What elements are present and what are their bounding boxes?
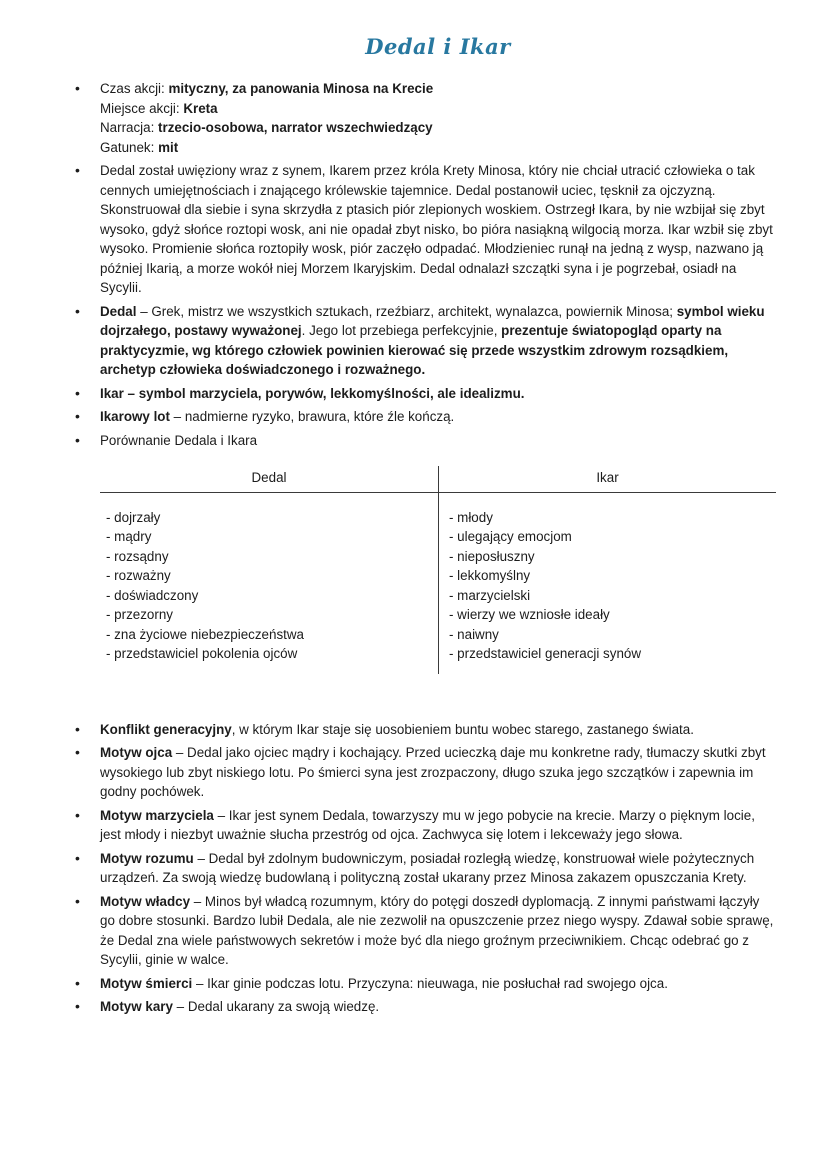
- table-row: - naiwny: [449, 626, 499, 642]
- table-row: - mądry: [106, 529, 152, 544]
- motyw-smierci-paragraph: • Motyw śmierci – Ikar ginie podczas lotu. Przyczyna: nieuwaga, nie posłuchał rad swojego ojca.: [100, 975, 668, 991]
- motyw-rozumu-paragraph: • Motyw rozumu – Dedal był zdolnym budowniczym, posiadał rozległą wiedzę, konstruował wiele pożytecznych urządzeń. Za swoją wiedzę budowlaną i polityczną został ukarany przez Minosa zakazem opuszczania Krety.: [100, 850, 755, 885]
- list-item-ikar-definition: [100, 384, 776, 404]
- table-header-ikar: Ikar: [439, 466, 776, 493]
- dedal-definition-paragraph: • Dedal – Grek, mistrz we wszystkich sztukach, rzeźbiarz, architekt, wynalazca, powiernik Minosa; symbol wieku dojrzałego, postawy wyważonej. Jego lot przebiega perfekcyjnie, prezentuje światopogląd oparty na praktycyzmie, wg którego człowiek powinien kierować się przede wszystkim zdrowym rozsądkiem, archetyp człowieka doświadczonego i rozważnego.: [100, 303, 765, 377]
- motyw-ojca-paragraph: • Motyw ojca – Dedal jako ojciec mądry i kochający. Przed ucieczką daje mu konkretne rady, tłumaczy skutki zbyt wysokiego lub zbyt niskiego lotu. Po śmierci syna jest zrozpaczony, długo szuka jego szczątków i zapewnia im godny pochówek.: [100, 745, 766, 799]
- table-body-ikar: [439, 493, 776, 674]
- page-title: Dedal i Ikar: [365, 34, 511, 59]
- motyw-marzyciela-paragraph: • Motyw marzyciela – Ikar jest synem Dedala, towarzyszy mu w jego pobycie na krecie. Marzy o pięknym locie, jest młody i niezbyt uważnie słucha przestróg od ojca. Zachwyca się lotem i lekceważy jego słowa.: [100, 807, 755, 842]
- table-row: - rozważny: [106, 568, 171, 583]
- table-row: - przezorny: [106, 607, 173, 622]
- ikar-definition-paragraph: • Ikar – symbol marzyciela, porywów, lekkomyślności, ale idealizmu.: [100, 385, 525, 401]
- table-row: - lekkomyślny: [449, 568, 531, 583]
- table-row: - doświadczony: [106, 587, 199, 603]
- table-row: - wierzy we wzniosłe ideały: [449, 607, 610, 622]
- table-row: - zna życiowe niebezpieczeństwa: [106, 626, 304, 642]
- table-header-dedal: Dedal: [100, 466, 438, 493]
- table-column-dedal: [100, 466, 438, 674]
- table-row: - przedstawiciel generacji synów: [449, 646, 642, 661]
- list-item-konflikt-generacyjny: [100, 720, 776, 740]
- list-item-motyw-marzyciela: [100, 806, 776, 845]
- table-body-dedal: [100, 493, 438, 674]
- list-item-ikarowy-lot: [100, 407, 776, 427]
- konflikt-generacyjny-paragraph: • Konflikt generacyjny, w którym Ikar staje się uosobieniem buntu wobec starego, zastanego świata.: [100, 721, 694, 737]
- table-row: - marzycielski: [449, 587, 531, 603]
- porownanie-paragraph: • Porównanie Dedala i Ikara: [100, 432, 258, 448]
- fact-line-miejsce-akcji: Miejsce akcji: Kreta: [100, 100, 218, 116]
- list-item-motyw-kary: [100, 997, 776, 1017]
- table-column-ikar: [438, 466, 776, 674]
- intro-bullet-list: [100, 79, 776, 450]
- motif-bullet-list: [100, 720, 776, 1017]
- comparison-table: [100, 466, 776, 674]
- table-row: - ulegający emocjom: [449, 529, 572, 544]
- list-item-porownanie: [100, 431, 776, 451]
- list-item-motyw-rozumu: [100, 849, 776, 888]
- table-row: - nieposłuszny: [449, 548, 535, 564]
- list-item-facts: [100, 79, 776, 157]
- list-item-motyw-ojca: [100, 743, 776, 802]
- table-row: - dojrzały: [106, 509, 161, 525]
- fact-line-czas-akcji: • Czas akcji: mityczny, za panowania Minosa na Krecie: [100, 81, 434, 96]
- summary-paragraph: • Dedal został uwięziony wraz z synem, Ikarem przez króla Krety Minosa, który nie chciał utracić człowieka o tak cennych umiejętnościach i znającego królewskie tajemnice. Dedal postanowił uciec, tęsknił za ojczyzną. Skonstruował dla siebie i syna skrzydła z ptasich piór zlepionych woskiem. Ostrzegł Ikara, by nie wzbijał się zbyt wysoko, gdyż słońce roztopi wosk, ani nie opadał zbyt nisko, bo pióra nasiąkną wilgocią morza. Ikar wzbił się zbyt wysoko. Promienie słońca roztopiły wosk, piór zaczęło odpadać. Młodzieniec runął na jedną z wysp, nazwano ją później Ikarią, a morze wokół niej Morzem Ikaryjskim. Dedal odnalazł szczątki syna i je pogrzebał, osiadł na Sycylii.: [100, 163, 773, 295]
- motyw-kary-paragraph: • Motyw kary – Dedal ukarany za swoją wiedzę.: [100, 999, 380, 1014]
- motyw-wladcy-paragraph: • Motyw władcy – Minos był władcą rozumnym, który do potęgi doszedł dyplomacją. Z innymi państwami łączyły go dobre stosunki. Bardzo lubił Dedala, ale nie zezwolił na opuszczenie przez niego wyspy. Zdawał sobie sprawę, że Dedal zna wiele państwowych sekretów i może być dla niego groźnym przeciwnikiem. Chcąc odebrać go z Sycylii, ginie w walce.: [100, 893, 774, 967]
- fact-line-narracja: Narracja: trzecio-osobowa, narrator wszechwiedzący: [100, 120, 433, 135]
- table-row: - młody: [449, 509, 493, 525]
- list-item-summary: [100, 161, 776, 298]
- table-row: - przedstawiciel pokolenia ojców: [106, 646, 298, 661]
- table-row: - rozsądny: [106, 548, 169, 564]
- list-item-motyw-smierci: [100, 974, 776, 994]
- ikarowy-lot-paragraph: • Ikarowy lot – nadmierne ryzyko, brawura, które źle kończą.: [100, 409, 455, 424]
- list-item-dedal-definition: [100, 302, 776, 380]
- fact-line-gatunek: Gatunek: mit: [100, 139, 179, 155]
- list-item-motyw-wladcy: [100, 892, 776, 970]
